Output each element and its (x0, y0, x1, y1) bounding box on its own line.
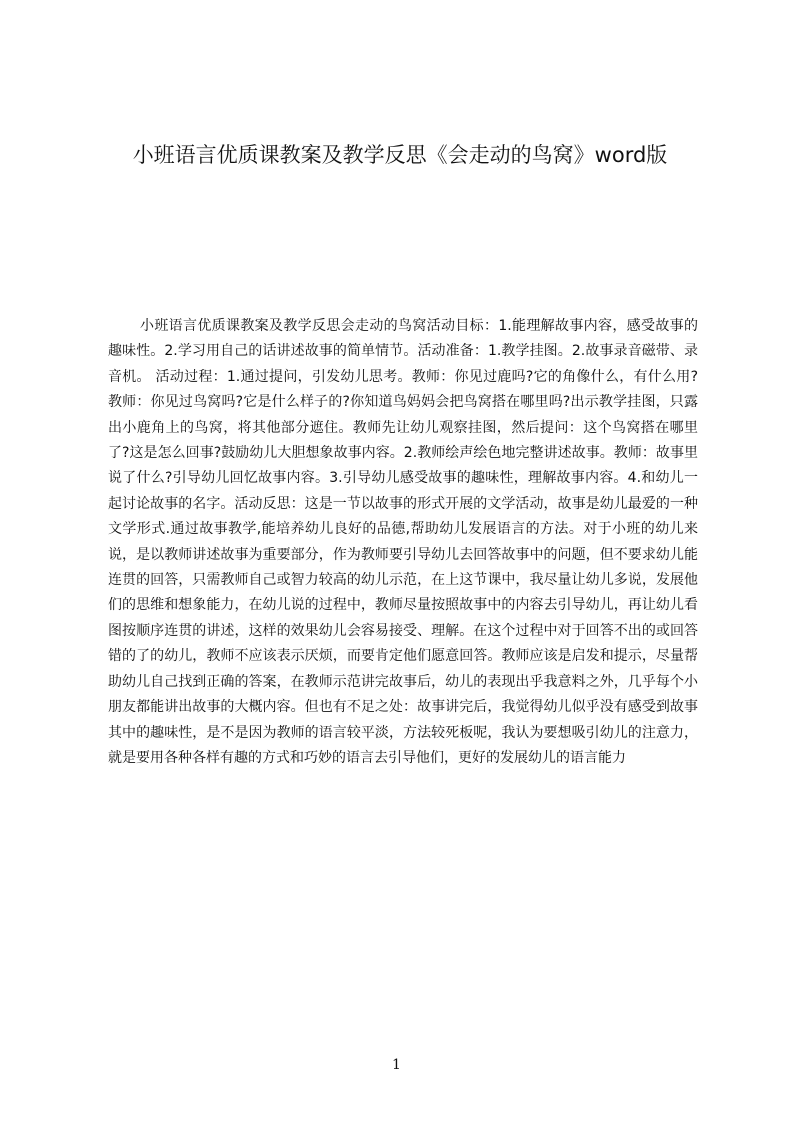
document-title: 小班语言优质课教案及教学反思《会走动的鸟窝》word版 (132, 143, 668, 167)
page-number: 1 (392, 1057, 401, 1073)
document-body-paragraph: 小班语言优质课教案及教学反思会走动的鸟窝活动目标：1.能理解故事内容，感受故事的趣味性。2.学习用自己的话讲述故事的简单情节。活动准备：1.教学挂图。2.故事录音磁带、录音机。 活动过程：1.通过提问，引发幼儿思考。教师：你见过鹿吗?它的角像什么，有什么用?教师：你见过鸟窝吗?它是什么样子的?你知道鸟妈妈会把鸟窝搭在哪里吗?出示教学挂图，只露出小鹿角上的鸟窝，将其他部分遮住。教师先让幼儿观察挂图，然后提问：这个鸟窝搭在哪里了?这是怎么回事?鼓励幼儿大胆想象故事内容。2.教师绘声绘色地完整讲述故事。教师：故事里说了什么?引导幼儿回忆故事内容。3.引导幼儿感受故事的趣味性，理解故事内容。4.和幼儿一起讨论故事的名字。活动反思：这是一节以故事的形式开展的文学活动，故事是幼儿最爱的一种文学形式.通过故事教学,能培养幼儿良好的品德,帮助幼儿发展语言的方法。对于小班的幼儿来说，是以教师讲述故事为重要部分，作为教师要引导幼儿去回答故事中的问题，但不要求幼儿能连贯的回答，只需教师自己或智力较高的幼儿示范，在上这节课中，我尽量让幼儿多说，发展他们的思维和想象能力，在幼儿说的过程中，教师尽量按照故事中的内容去引导幼儿，再让幼儿看图按顺序连贯的讲述，这样的效果幼儿会容易接受、理解。在这个过程中对于回答不出的或回答错的了的幼儿，教师不应该表示厌烦，而要肯定他们愿意回答。教师应该是启发和提示，尽量帮助幼儿自己找到正确的答案，在教师示范讲完故事后，幼儿的表现出乎我意料之外，几乎每个小朋友都能讲出故事的大概内容。但也有不足之处：故事讲完后，我觉得幼儿似乎没有感受到故事其中的趣味性，是不是因为教师的语言较平淡，方法较死板呢，我认为要想吸引幼儿的注意力，就是要用各种各样有趣的方式和巧妙的语言去引导他们，更好的发展幼儿的语言能力 (108, 318, 698, 766)
